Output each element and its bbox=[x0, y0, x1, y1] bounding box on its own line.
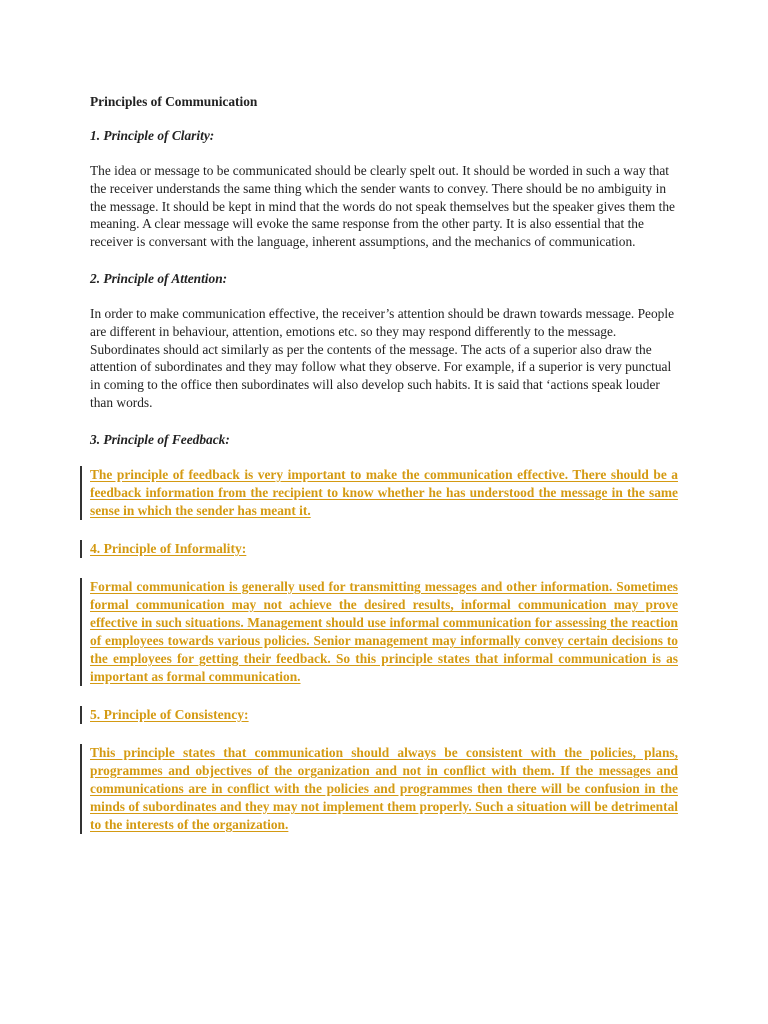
change-bar bbox=[80, 706, 82, 724]
change-bar bbox=[80, 540, 82, 558]
section-heading-clarity: 1. Principle of Clarity: bbox=[90, 128, 215, 143]
document-page bbox=[90, 94, 678, 854]
document-title: Principles of Communication bbox=[90, 94, 258, 109]
section-text-clarity: The idea or message to be communicated should be clearly spelt out. It should be worded in such a way that the receiver understands the same thing which the sender wants to convey. There should be no ambiguity in the message. It should be kept in mind that the words do not speak themselves but the speaker gives them the meaning. A clear message will evoke the same response from the other party. It is also essential that the receiver is conversant with the language, inherent assumptions, and the mechanics of communication. bbox=[90, 163, 675, 250]
tracked-change-feedback bbox=[90, 466, 678, 520]
tracked-change-informality bbox=[90, 578, 678, 686]
change-bar bbox=[80, 744, 82, 834]
section-heading-informality: 4. Principle of Informality: bbox=[90, 540, 247, 556]
change-bar bbox=[80, 578, 82, 686]
tracked-change-consistency bbox=[90, 744, 678, 834]
section-heading-feedback: 3. Principle of Feedback: bbox=[90, 431, 230, 447]
section-heading-attention: 2. Principle of Attention: bbox=[90, 270, 228, 286]
section-text-consistency: This principle states that communication should always be consistent with the policies, plans, programmes and objectives of the organization and not in conflict with them. If the messages and communications are in conflict with the policies and programmes then there will be confusion in the minds of subordinates and they may not implement them properly. Such a situation will be detrimental to the interests of the organization. bbox=[90, 744, 678, 832]
section-text-feedback: The principle of feedback is very important to make the communication effective. There should be a feedback information from the recipient to know whether he has understood the message in the same sense in which the sender has meant it. bbox=[90, 466, 678, 518]
section-text-attention: In order to make communication effective, the receiver’s attention should be drawn towards message. People are different in behaviour, attention, emotions etc. so they may respond differently to the message. Subordinates should act similarly as per the contents of the message. The acts of a superior also draw the attention of subordinates and they may follow what they observe. For example, if a superior is very punctual in coming to the office then subordinates will also develop such habits. It is said that ‘actions speak louder than words. bbox=[90, 305, 675, 410]
tracked-change-consistency-heading bbox=[90, 706, 678, 724]
change-bar bbox=[80, 466, 82, 520]
section-text-informality: Formal communication is generally used for transmitting messages and other information. Sometimes formal communication may not achieve the desired results, informal communication may prove effective in such situations. Management should use informal communication for assessing the reaction of employees towards various policies. Senior management may informally convey certain decisions to the employees for getting their feedback. So this principle states that informal communication is as important as formal communication. bbox=[90, 578, 678, 684]
tracked-change-informality-heading bbox=[90, 540, 678, 558]
section-heading-consistency: 5. Principle of Consistency: bbox=[90, 706, 249, 722]
